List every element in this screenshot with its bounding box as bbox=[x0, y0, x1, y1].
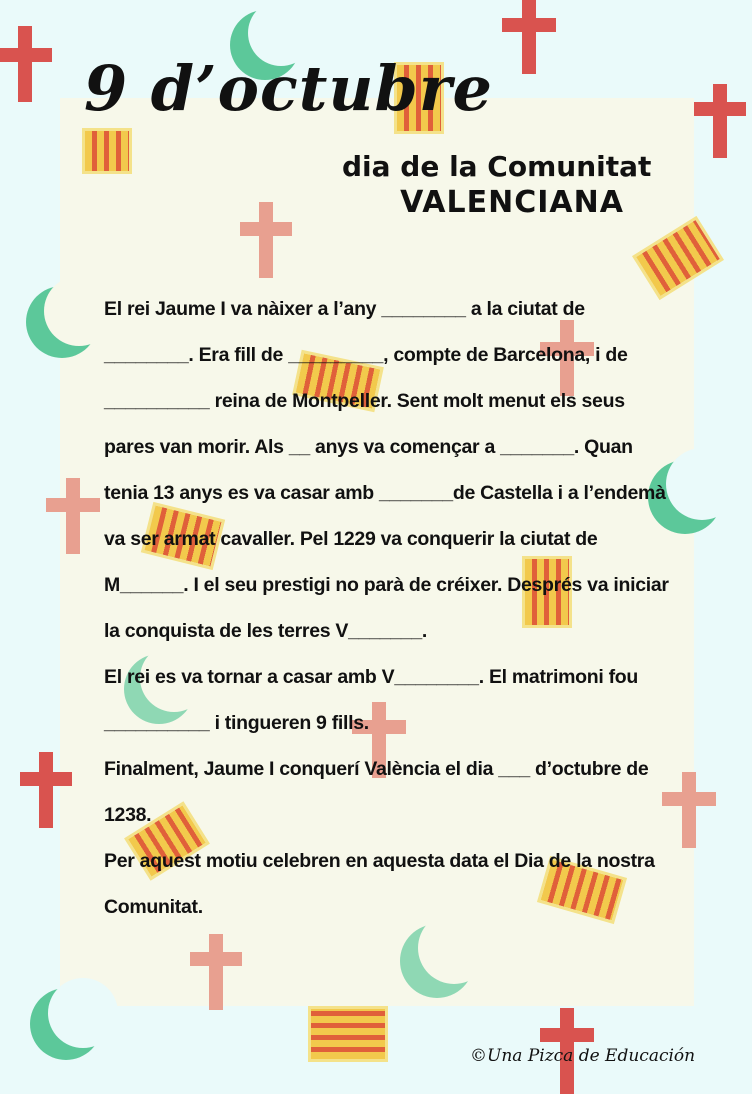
cross-icon bbox=[694, 84, 746, 158]
cross-icon bbox=[240, 202, 292, 278]
flag-icon bbox=[82, 128, 132, 174]
cross-icon bbox=[190, 934, 242, 1010]
worksheet-text bbox=[104, 286, 676, 930]
cross-icon bbox=[20, 752, 72, 828]
page-subtitle bbox=[342, 150, 672, 220]
paragraph: Per aquest motiu celebren en aquesta data el Dia de la nostra Comunitat. bbox=[104, 850, 655, 918]
cross-icon bbox=[0, 26, 52, 102]
paragraph: Finalment, Jaume I conquerí València el dia ___ d’octubre de 1238. bbox=[104, 758, 649, 826]
flag-icon bbox=[308, 1006, 388, 1062]
paragraph: El rei es va tornar a casar amb V________. El matrimoni fou __________ i tingueren 9 fills. bbox=[104, 666, 638, 734]
cross-icon bbox=[46, 478, 100, 554]
credit-text: ©Una Pizca de Educación bbox=[470, 1046, 696, 1066]
moon-shadow bbox=[666, 448, 738, 520]
cross-icon bbox=[502, 0, 556, 74]
subtitle-line1: dia de la Comunitat bbox=[342, 150, 652, 183]
paragraph: El rei Jaume I va nàixer a l’any ________ a la ciutat de ________. Era fill de _________, compte de Barcelona, i de __________ reina de Montpeller. Sent molt menut els seus pares van morir. Als __ anys va començar a _______. Quan tenia 13 anys es va casar amb _______de Castella i a l’endemà va ser armat cavaller. Pel 1229 va conquerir la ciutat de M______. I el seu prestigi no parà de créixer. Després va iniciar la conquista de les terres V_______. bbox=[104, 298, 669, 642]
page-title: 9 d’octubre bbox=[84, 52, 493, 125]
moon-shadow bbox=[48, 978, 118, 1048]
subtitle-line2: VALENCIANA bbox=[400, 185, 624, 220]
